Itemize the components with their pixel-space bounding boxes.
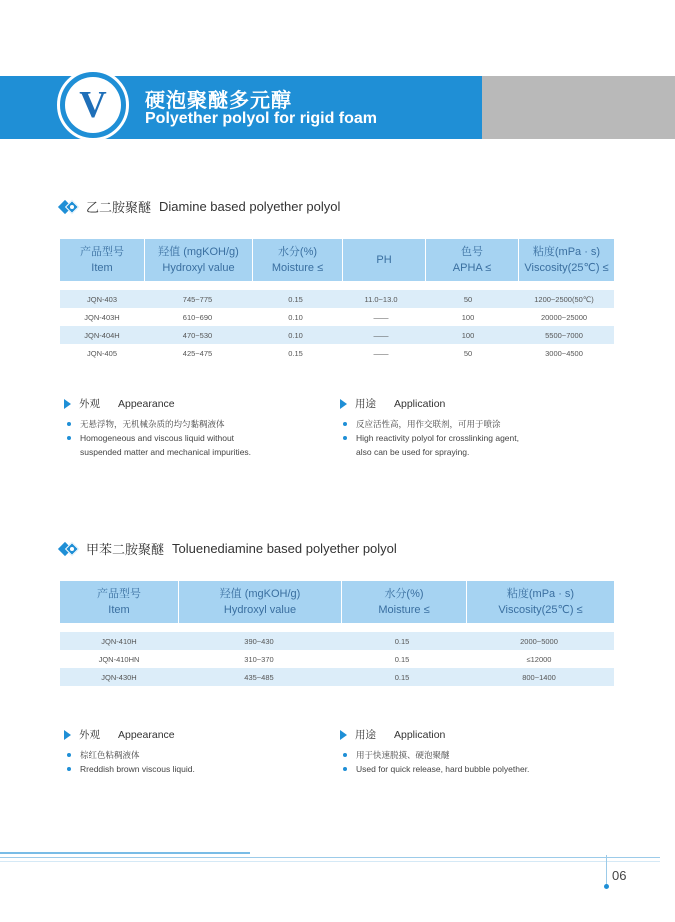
diamond-bullet-icon bbox=[60, 543, 80, 555]
bullet-dot-icon bbox=[343, 753, 347, 757]
column-header-ph: PH bbox=[343, 239, 426, 281]
column-header-viscosity: 粘度(mPa · s) Viscosity(25℃) ≤ bbox=[498, 588, 583, 616]
footer-divider bbox=[606, 855, 607, 887]
cell-color: 100 bbox=[461, 312, 475, 322]
application-label-cn: 用途 bbox=[355, 398, 376, 410]
appearance-label-en: Appearance bbox=[118, 397, 175, 410]
footer-accent-line bbox=[0, 852, 250, 854]
appearance-list bbox=[67, 417, 251, 459]
table-row bbox=[60, 326, 614, 344]
application-heading bbox=[340, 727, 445, 742]
bullet-dot-icon bbox=[67, 436, 71, 440]
cell-color: 50 bbox=[422, 290, 514, 308]
cell-ph: —— bbox=[340, 326, 422, 344]
column-header-moisture: 水分(%) Moisture ≤ bbox=[342, 581, 467, 623]
cell-ph: —— bbox=[373, 348, 389, 358]
column-header-item: 产品型号 Item bbox=[60, 581, 179, 623]
list-item-continuation: also can be used for spraying. bbox=[356, 447, 470, 457]
cell-viscosity: 1200~2500(50℃) bbox=[514, 290, 614, 308]
application-list bbox=[343, 748, 529, 776]
spec-table-diamine bbox=[60, 290, 614, 362]
cell-item: JQN-430H bbox=[60, 668, 178, 686]
cell-moisture: 0.15 bbox=[340, 668, 464, 686]
column-header-hydroxyl: 羟值 (mgKOH/g) Hydroxyl value bbox=[179, 581, 342, 623]
cell-hydroxyl: 470~530 bbox=[144, 326, 251, 344]
appearance-heading bbox=[64, 396, 175, 411]
cell-color: 50 bbox=[463, 348, 473, 358]
cell-ph: —— bbox=[373, 312, 389, 322]
list-item: 棕红色粘稠液体 bbox=[67, 748, 195, 762]
cell-moisture: 0.15 bbox=[251, 290, 340, 308]
page-number: 06 bbox=[612, 868, 627, 883]
section-title-en: Toluenediamine based polyether polyol bbox=[172, 541, 397, 556]
list-item: 反应活性高，用作交联剂，可用于喷涂 bbox=[343, 417, 519, 431]
footer-line-light bbox=[0, 861, 660, 862]
application-label-en: Application bbox=[394, 728, 446, 741]
appearance-label-cn: 外观 bbox=[79, 729, 100, 741]
section-heading-toluenediamine bbox=[60, 539, 397, 558]
footer-line bbox=[0, 857, 660, 858]
table-row bbox=[60, 650, 614, 668]
cell-hydroxyl: 310~370 bbox=[244, 654, 274, 664]
application-label-cn: 用途 bbox=[355, 729, 376, 741]
application-label-en: Application bbox=[394, 397, 446, 410]
bullet-dot-icon bbox=[67, 422, 71, 426]
cell-moisture: 0.15 bbox=[340, 632, 464, 650]
chapter-badge-inner bbox=[65, 77, 121, 133]
diamond-bullet-icon bbox=[60, 201, 80, 213]
arrow-right-icon bbox=[64, 730, 71, 740]
section-title-cn: 乙二胺聚醚 bbox=[86, 200, 152, 215]
appearance-list bbox=[67, 748, 195, 776]
list-item: High reactivity polyol for crosslinking agent, bbox=[343, 431, 519, 445]
column-header-item: 产品型号 Item bbox=[60, 239, 145, 281]
table-row bbox=[60, 668, 614, 686]
page-title-en: Polyether polyol for rigid foam bbox=[145, 110, 378, 127]
section-heading-diamine bbox=[60, 197, 340, 216]
cell-moisture: 0.15 bbox=[288, 348, 303, 358]
cell-moisture: 0.15 bbox=[394, 654, 410, 664]
column-header-color: 色号 APHA ≤ bbox=[426, 239, 519, 281]
table-row bbox=[60, 308, 614, 326]
cell-viscosity: 20000~25000 bbox=[540, 312, 588, 322]
list-item-continuation: suspended matter and mechanical impurities. bbox=[80, 447, 252, 457]
chapter-badge bbox=[57, 69, 129, 141]
table-row bbox=[60, 632, 614, 650]
cell-hydroxyl: 390~430 bbox=[178, 632, 340, 650]
bullet-dot-icon bbox=[343, 422, 347, 426]
bullet-dot-icon bbox=[343, 767, 347, 771]
cell-color: 100 bbox=[422, 326, 514, 344]
cell-item: JQN-404H bbox=[60, 326, 144, 344]
section-title-en: Diamine based polyether polyol bbox=[159, 199, 341, 214]
list-item: 无悬浮物，无机械杂质的均匀黏稠液体 bbox=[67, 417, 251, 431]
arrow-right-icon bbox=[340, 730, 347, 740]
list-item: Used for quick release, hard bubble polyether. bbox=[343, 762, 529, 776]
cell-viscosity: 3000~4500 bbox=[545, 348, 583, 358]
cell-item: JQN-405 bbox=[86, 348, 117, 358]
cell-viscosity: ≤12000 bbox=[526, 654, 552, 664]
list-item: 用于快速脱摸、硬泡聚醚 bbox=[343, 748, 529, 762]
cell-item: JQN-403 bbox=[60, 290, 144, 308]
cell-hydroxyl: 610~690 bbox=[182, 312, 213, 322]
appearance-label-cn: 外观 bbox=[79, 398, 100, 410]
arrow-right-icon bbox=[64, 399, 71, 409]
cell-moisture: 0.10 bbox=[288, 312, 303, 322]
cell-item: JQN-410H bbox=[60, 632, 178, 650]
cell-hydroxyl: 425~475 bbox=[182, 348, 213, 358]
bullet-dot-icon bbox=[67, 767, 71, 771]
bullet-dot-icon bbox=[343, 436, 347, 440]
table-header-diamine bbox=[60, 239, 614, 281]
cell-hydroxyl: 745~775 bbox=[144, 290, 251, 308]
column-header-hydroxyl: 羟值 (mgKOH/g) Hydroxyl value bbox=[145, 239, 253, 281]
footer-dot-icon bbox=[604, 884, 609, 889]
list-item: Rreddish brown viscous liquid. bbox=[67, 762, 195, 776]
cell-viscosity: 800~1400 bbox=[464, 668, 614, 686]
table-row bbox=[60, 344, 614, 362]
cell-item: JQN-403H bbox=[84, 312, 120, 322]
table-header-toluenediamine bbox=[60, 581, 614, 623]
page-title-cn: 硬泡聚醚多元醇 bbox=[145, 90, 292, 112]
cell-hydroxyl: 435~485 bbox=[178, 668, 340, 686]
list-item: Homogeneous and viscous liquid without bbox=[67, 431, 251, 445]
header-gray-block bbox=[482, 76, 675, 139]
cell-item: JQN-410HN bbox=[98, 654, 140, 664]
application-list bbox=[343, 417, 519, 459]
application-heading bbox=[340, 396, 445, 411]
column-header-viscosity: 粘度(mPa · s) Viscosity(25℃) ≤ bbox=[524, 246, 609, 274]
bullet-dot-icon bbox=[67, 753, 71, 757]
cell-viscosity: 5500~7000 bbox=[514, 326, 614, 344]
chapter-letter: V bbox=[79, 84, 107, 126]
column-header-moisture: 水分(%) Moisture ≤ bbox=[253, 239, 343, 281]
appearance-heading bbox=[64, 727, 175, 742]
cell-moisture: 0.10 bbox=[251, 326, 340, 344]
cell-ph: 11.0~13.0 bbox=[340, 290, 422, 308]
appearance-label-en: Appearance bbox=[118, 728, 175, 741]
table-row bbox=[60, 290, 614, 308]
spec-table-toluenediamine bbox=[60, 632, 614, 686]
arrow-right-icon bbox=[340, 399, 347, 409]
section-title-cn: 甲苯二胺聚醚 bbox=[86, 542, 165, 557]
cell-viscosity: 2000~5000 bbox=[464, 632, 614, 650]
